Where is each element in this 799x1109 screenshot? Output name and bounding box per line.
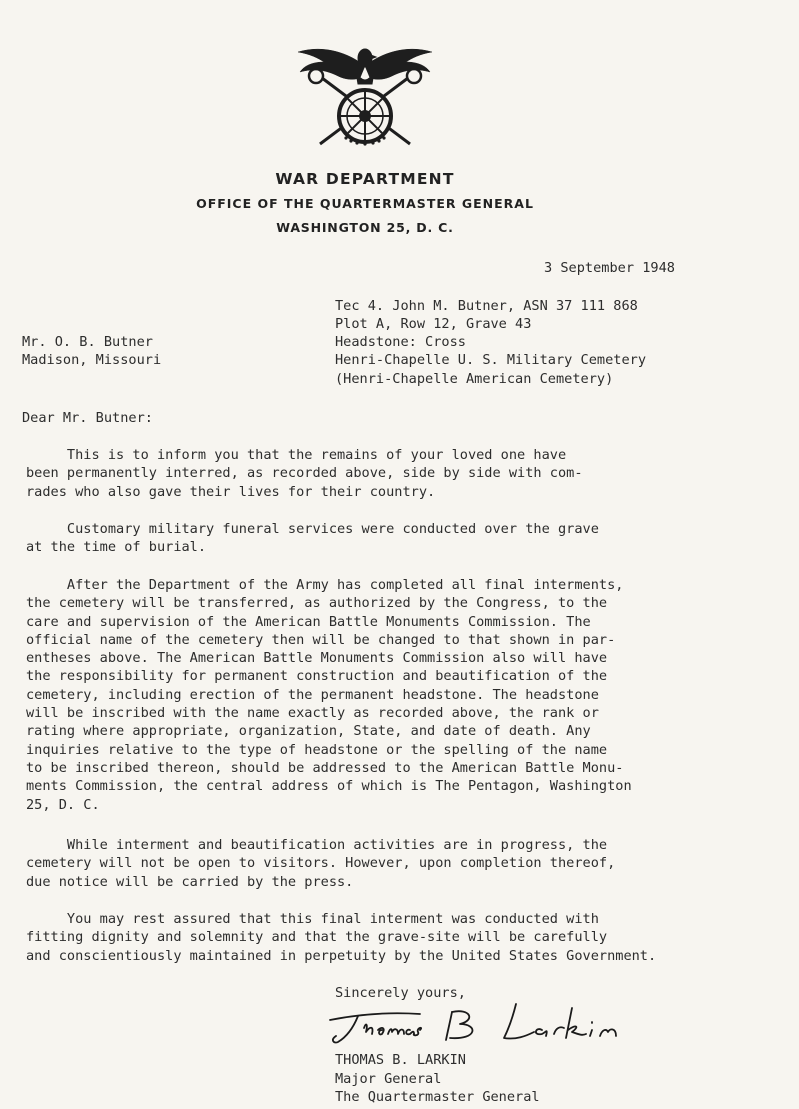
quartermaster-emblem (290, 36, 440, 154)
letterhead-department: WAR DEPARTMENT (275, 170, 455, 188)
paragraph-3 (26, 576, 750, 814)
salutation: Dear Mr. Butner: (22, 410, 153, 426)
paragraph-line: inquiries relative to the type of headstone or the spelling of the name (26, 741, 608, 758)
paragraph-line: been permanently interred, as recorded above, side by side with com- (26, 465, 583, 482)
handwritten-signature (320, 996, 650, 1052)
paragraph-line: 25, D. C. (26, 796, 100, 813)
reference-grave: Plot A, Row 12, Grave 43 (335, 316, 532, 332)
paragraph-line: the cemetery will be transferred, as authorized by the Congress, to the (26, 595, 608, 612)
paragraph-line: Customary military funeral services were conducted over the grave (26, 521, 599, 537)
paragraph-line: While interment and beautification activities are in progress, the (26, 837, 608, 853)
paragraph-line: After the Department of the Army has completed all final interments, (26, 577, 624, 593)
paragraph-line: at the time of burial. (26, 539, 207, 556)
letterhead-city: WASHINGTON 25, D. C. (276, 220, 454, 235)
paragraph-line: This is to inform you that the remains of your loved one have (26, 447, 567, 463)
paragraph-line: cemetery will not be open to visitors. However, upon completion thereof, (26, 855, 616, 872)
paragraph-5 (26, 910, 750, 965)
paragraph-line: will be inscribed with the name exactly as recorded above, the rank or (26, 705, 599, 722)
closing: Sincerely yours, (335, 985, 466, 1001)
paragraph-line: to be inscribed thereon, should be addressed to the American Battle Monu- (26, 759, 624, 776)
paragraph-line: rating where appropriate, organization, State, and date of death. Any (26, 723, 591, 740)
recipient-city: Madison, Missouri (22, 352, 162, 368)
paragraph-line: and conscientiously maintained in perpetuity by the United States Government. (26, 947, 657, 964)
paragraph-line: due notice will be carried by the press. (26, 873, 354, 890)
paragraph-line: the responsibility for permanent construction and beautification of the (26, 668, 608, 685)
reference-headstone: Headstone: Cross (335, 334, 466, 350)
paragraph-line: entheses above. The American Battle Monuments Commission also will have (26, 650, 608, 667)
signer-name: THOMAS B. LARKIN (335, 1052, 466, 1068)
paragraph-2 (26, 520, 750, 557)
paragraph-line: fitting dignity and solemnity and that the grave-site will be carefully (26, 929, 608, 946)
letterhead-office: OFFICE OF THE QUARTERMASTER GENERAL (196, 196, 534, 211)
letter-date: 3 September 1948 (544, 260, 675, 276)
recipient-name: Mr. O. B. Butner (22, 334, 153, 350)
paragraph-line: official name of the cemetery then will be changed to that shown in par- (26, 631, 616, 648)
paragraph-line: cemetery, including erection of the permanent headstone. The headstone (26, 686, 599, 703)
signer-title: The Quartermaster General (335, 1089, 540, 1105)
paragraph-line: You may rest assured that this final interment was conducted with (26, 911, 599, 927)
reference-soldier: Tec 4. John M. Butner, ASN 37 111 868 (335, 298, 638, 314)
paragraph-line: rades who also gave their lives for their country. (26, 483, 436, 500)
paragraph-line: ments Commission, the central address of which is The Pentagon, Washington (26, 778, 632, 795)
reference-cemetery-new-name: (Henri-Chapelle American Cemetery) (335, 371, 614, 387)
reference-cemetery: Henri-Chapelle U. S. Military Cemetery (335, 352, 646, 368)
paragraph-1 (26, 446, 750, 501)
signer-rank: Major General (335, 1071, 442, 1087)
paragraph-line: care and supervision of the American Battle Monuments Commission. The (26, 613, 591, 630)
paragraph-4 (26, 836, 750, 891)
